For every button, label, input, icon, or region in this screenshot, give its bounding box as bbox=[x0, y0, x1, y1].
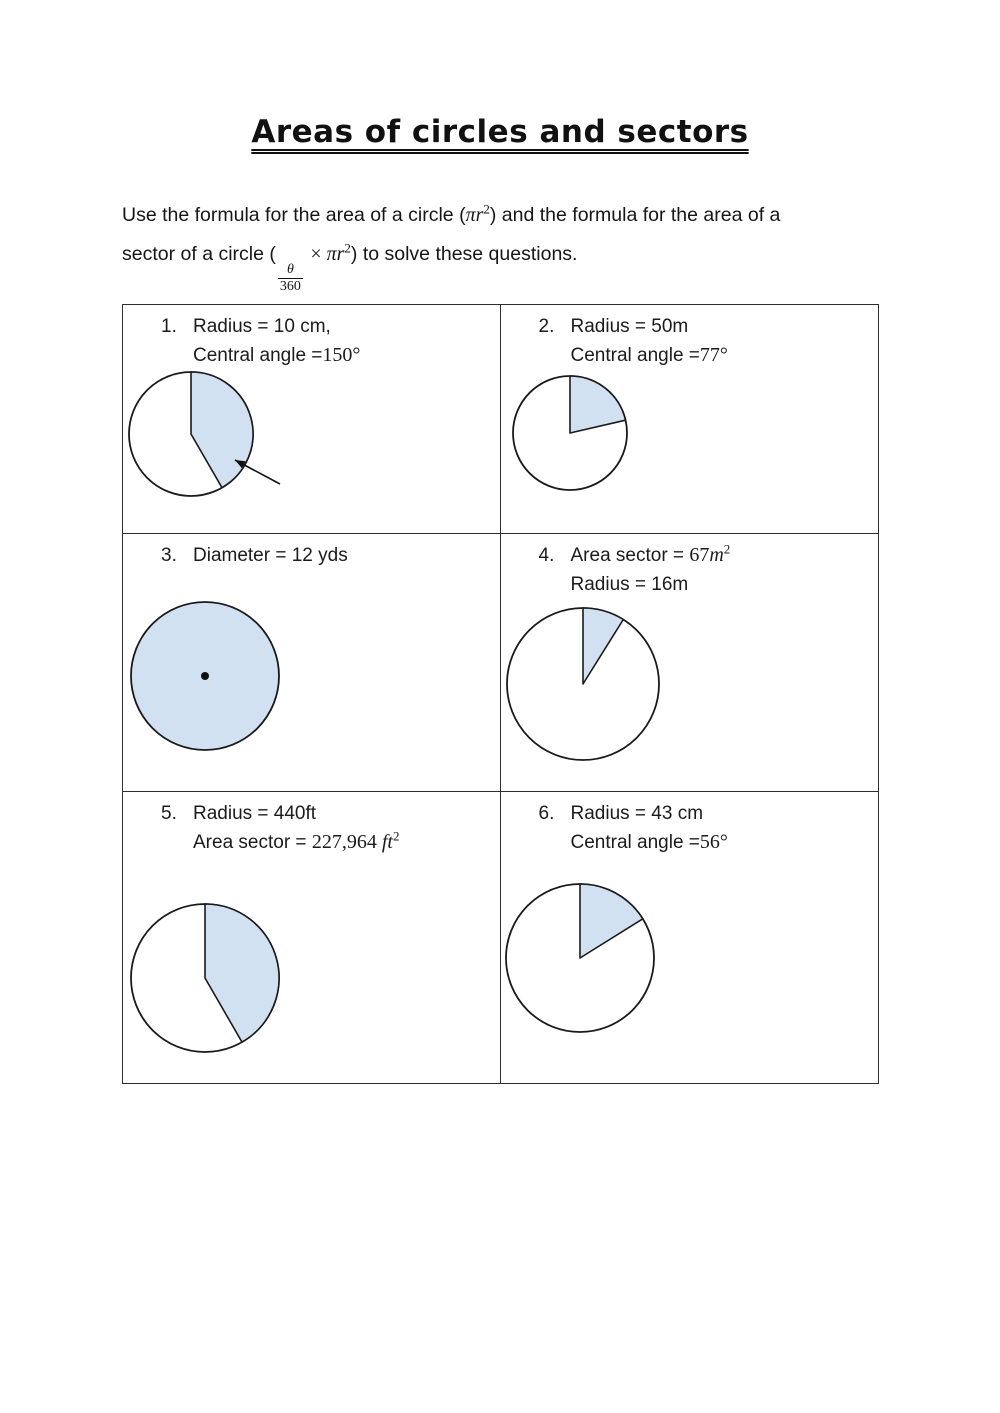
problem-number: 1. bbox=[161, 316, 177, 337]
problem-line: Radius = 43 cm bbox=[570, 803, 704, 824]
pi-r-squared: πr bbox=[326, 243, 345, 265]
problem-line: Area sector = $67m^2$ bbox=[570, 541, 731, 566]
problem-5-text bbox=[123, 792, 500, 857]
problem-number: 5. bbox=[161, 803, 177, 824]
intro-line-2: sector of a circle ( $\frac{\theta}{360}$ × $\pi r^2$) to solve these questions. bbox=[122, 240, 578, 294]
problem-number: 2. bbox=[538, 316, 555, 337]
worksheet-table bbox=[122, 304, 879, 1084]
problem-line: Radius = 10 cm, bbox=[193, 316, 331, 337]
intro-text: Use the formula for the area of a circle ( bbox=[122, 204, 466, 226]
problem-line: Radius = 50m bbox=[570, 316, 689, 337]
fraction-theta-360: $\frac{\theta}{360}$ bbox=[279, 262, 301, 294]
problem-cell-5 bbox=[123, 792, 501, 1083]
circle-diagram-3 bbox=[123, 534, 500, 791]
problem-line: Central angle = bbox=[570, 832, 700, 853]
problem-cell-2 bbox=[501, 305, 879, 534]
times-sign: × bbox=[310, 243, 327, 265]
problem-line: Central angle = bbox=[193, 345, 323, 366]
problem-cell-6 bbox=[501, 792, 879, 1083]
intro-line-1: Use the formula for the area of a circle $(\pi r^2)$ and the formula for the area of a bbox=[122, 201, 781, 226]
page-title bbox=[0, 114, 1000, 150]
page-title-text: Areas of circles and sectors bbox=[251, 114, 749, 150]
problem-line: Radius = 16m bbox=[570, 574, 689, 595]
problem-2-text: 2. Radius = 50m Central angle = 77° bbox=[501, 305, 879, 370]
problem-cell-1 bbox=[123, 305, 501, 534]
problem-number: 3. bbox=[161, 545, 177, 566]
problem-6-text: 6. Radius = 43 cm Central angle = 56° bbox=[501, 792, 879, 857]
problem-4-text bbox=[501, 534, 879, 599]
pi-r-squared: πr bbox=[465, 204, 484, 226]
problem-line: Diameter = 12 yds bbox=[193, 545, 348, 566]
problem-3-text bbox=[123, 534, 500, 570]
problem-number: 4. bbox=[538, 545, 555, 566]
problem-line: Central angle = bbox=[570, 345, 700, 366]
problem-cell-4 bbox=[501, 534, 879, 792]
problem-line: Area sector = 227,964 $ft^2$ bbox=[193, 828, 400, 853]
problem-cell-3 bbox=[123, 534, 501, 792]
problem-1-text: 1. Radius = 10 cm, Central angle = 150° bbox=[123, 305, 500, 370]
problem-number: 6. bbox=[538, 803, 555, 824]
problem-line: Radius = 440ft bbox=[193, 803, 317, 824]
